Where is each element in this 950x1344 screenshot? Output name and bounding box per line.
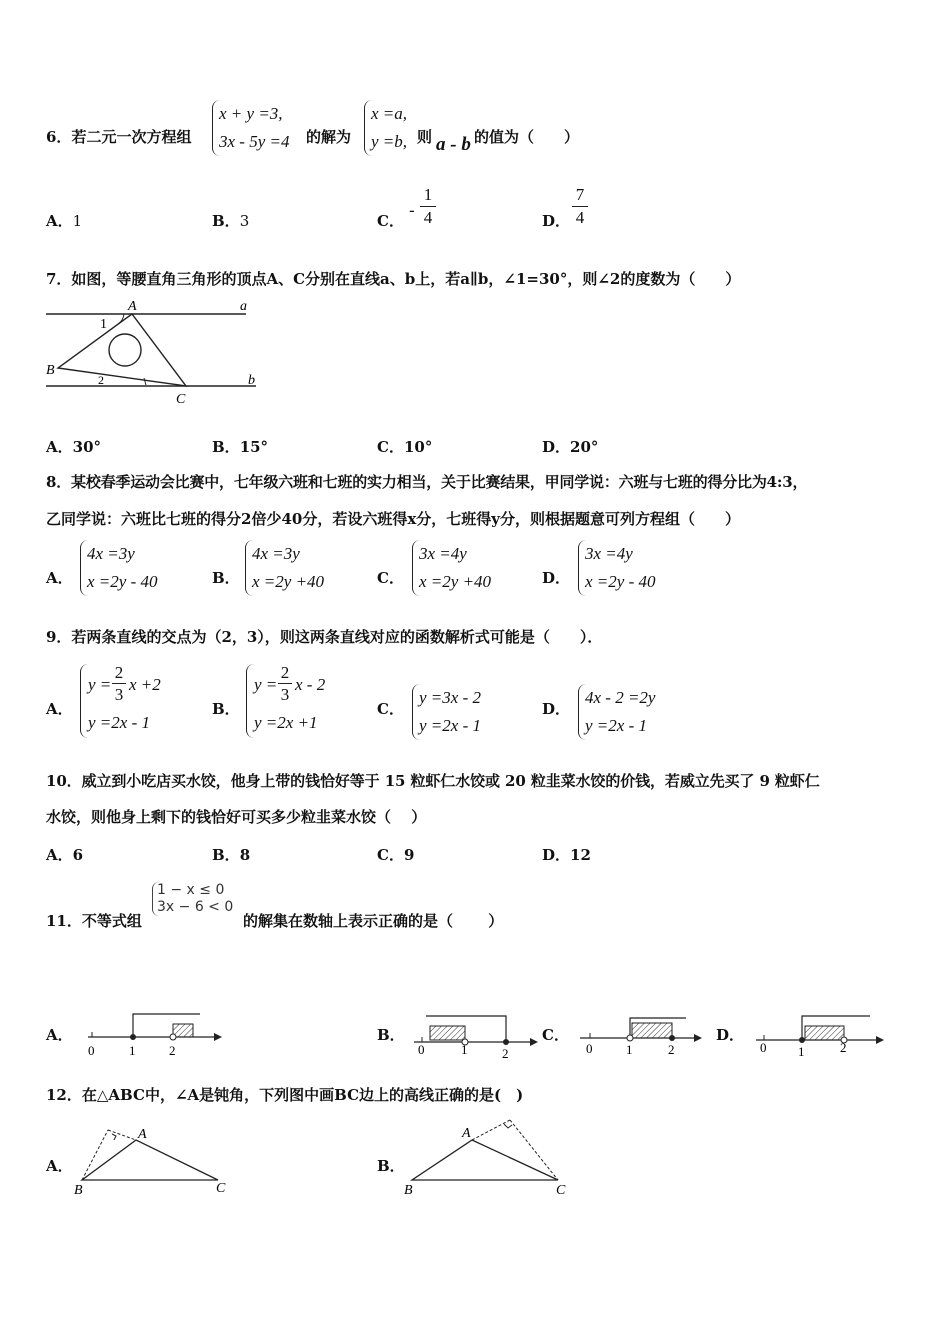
equation-1: y =3x - 2 [419,688,481,707]
fraction-denominator: 3 [280,685,290,704]
q9-option-c[interactable] [377,698,404,719]
q11-option-b-numberline [410,1012,540,1062]
q7-option-b[interactable] [212,436,268,457]
equation-2: y =2x - 1 [585,716,647,735]
option-value: 10° [403,438,433,456]
option-label: B． [212,569,240,587]
option-label: C． [377,569,404,587]
fraction-denominator: 4 [575,208,585,227]
option-label: D． [542,846,571,864]
q11-suffix: 的解集在数轴上表示正确的是（ ） [243,912,504,930]
q11-option-d-numberline [752,1012,892,1062]
q11-prefix: 11．不等式组 [46,912,142,930]
q10-stem-line1: 10．威立到小吃店买水饺，他身上带的钱恰好等于 15 粒虾仁水饺或 20 粒韭菜水饺的价钱，若威立先买了 9 粒虾仁 [46,772,820,790]
q6-sys1-eq1: x + y =3, [219,104,283,123]
equation-2: x =2y - 40 [87,572,158,591]
q11-option-b[interactable] [377,1024,405,1045]
vertex-a: A [462,1126,471,1141]
equation-1: 4x - 2 =2y [585,688,656,707]
q6-option-c[interactable] [377,210,404,231]
q7-option-a[interactable] [46,436,101,457]
fraction-numerator: 7 [572,184,588,207]
option-label: A． [46,212,73,230]
vertex-c: C [556,1183,566,1198]
q6-option-a[interactable] [46,210,82,231]
option-label: A． [46,569,73,587]
label-b-vertex: B [46,363,55,378]
inequality-2: 3x − 6 < 0 [157,899,234,915]
option-value: 9 [403,846,415,864]
option-label: A． [46,1026,73,1044]
q9-option-c-system [412,684,481,740]
q6-sys2-eq2: y =b, [371,132,408,151]
tick-2: 2 [169,1043,176,1058]
tick-1: 1 [626,1042,633,1057]
q6-sys1-eq2: 3x - 5y =4 [219,132,290,151]
tick-0: 0 [586,1041,593,1056]
option-label: C． [542,1026,569,1044]
q12-option-b-figure [400,1112,580,1202]
option-label: A． [46,438,73,456]
q11-option-d[interactable] [716,1024,744,1045]
option-label: D． [716,1026,745,1044]
tick-2: 2 [668,1042,675,1057]
q11-option-a-numberline [80,1010,220,1060]
q8-option-d-system [578,540,655,596]
q9-option-d[interactable] [542,698,570,719]
q8-stem-line1: 8．某校春季运动会比赛中，七年级六班和七班的实力相当，关于比赛结果，甲同学说：六班与七班的得分比为4:3， [46,473,808,491]
label-a-vertex: A [128,299,137,314]
q8-option-c-system [412,540,491,596]
q10-option-c[interactable] [377,844,414,865]
option-label: B． [212,438,240,456]
vertex-b: B [74,1183,83,1198]
option-label: A． [46,846,73,864]
equation-1: 4x =3y [87,544,135,563]
vertex-b: B [404,1183,413,1198]
tick-1: 1 [129,1043,136,1058]
q7-option-d[interactable] [542,436,598,457]
option-value: 8 [239,846,251,864]
option-label: D． [542,212,571,230]
option-value: 3 [239,212,250,230]
q9-b-eq1-left: y = [254,675,278,694]
q8-option-d[interactable] [542,567,570,588]
option-label: B． [377,1157,405,1175]
tick-1: 1 [461,1042,468,1057]
q6-option-c-fraction [420,184,436,229]
q9-stem: 9．若两条直线的交点为（2，3），则这两条直线对应的函数解析式可能是（ ）． [46,628,603,646]
fraction-denominator: 3 [114,685,124,704]
q6-prefix: 若二元一次方程组 [71,128,192,146]
q9-a-eq2: y =2x - 1 [88,713,150,732]
equation-2: y =2x - 1 [419,716,481,735]
q12-option-a[interactable] [46,1155,73,1176]
tick-2: 2 [502,1046,509,1061]
equation-2: x =2y +40 [252,572,325,591]
tick-0: 0 [418,1042,425,1057]
equation-2: x =2y +40 [419,572,492,591]
option-label: B． [212,846,240,864]
q6-option-d-fraction [572,184,588,229]
tick-0: 0 [88,1043,95,1058]
q9-b-eq2: y =2x +1 [254,713,318,732]
q7-stem: 7．如图，等腰直角三角形的顶点A、C分别在直线a、b上，若a∥b，∠1=30°，则∠2的度数为（ ） [46,270,741,288]
vertex-c: C [216,1181,226,1196]
fraction-denominator: 4 [423,208,433,227]
vertex-a: A [138,1127,147,1142]
option-value: 6 [72,846,84,864]
tick-2: 2 [840,1040,847,1055]
q9-a-fraction [112,662,126,705]
equation-1: 3x =4y [419,544,467,563]
option-label: D． [542,438,571,456]
label-line-a: a [240,299,247,314]
option-value: 15° [239,438,269,456]
q9-option-d-system [578,684,655,740]
q8-option-c[interactable] [377,567,404,588]
inequality-1: 1 − x ≤ 0 [157,882,225,898]
q9-b-eq1-right: x - 2 [295,675,326,694]
tick-0: 0 [760,1040,767,1055]
option-label: C． [377,846,404,864]
q9-a-eq1-left: y = [88,675,112,694]
option-label: D． [542,569,571,587]
option-label: A． [46,1157,73,1175]
q9-option-b[interactable] [212,698,240,719]
q9-option-a[interactable] [46,698,73,719]
q6-number: 6． [46,128,72,146]
q6-system1 [212,100,289,156]
q6-system2 [364,100,407,156]
equation-1: 3x =4y [585,544,633,563]
tick-1: 1 [798,1044,805,1059]
option-label: A． [46,700,73,718]
q8-option-b[interactable] [212,567,240,588]
q8-option-b-system [245,540,324,596]
q10-stem-line2: 水饺，则他身上剩下的钱恰好可买多少粒韭菜水饺（ ） [46,808,427,826]
q12-option-a-figure [70,1122,240,1202]
q7-option-c[interactable] [377,436,432,457]
option-value: 12 [570,846,591,864]
q7-figure [40,296,270,406]
q9-a-eq1-right: x +2 [129,675,161,694]
circle [109,334,141,366]
fraction-numerator: 2 [112,662,126,684]
q6-then: 则 [417,128,433,146]
option-label: C． [377,700,404,718]
option-label: C． [377,438,404,456]
option-value: 30° [72,438,102,456]
angle2-mark [144,378,146,385]
q6-option-b[interactable] [212,210,249,231]
q8-option-a-system [80,540,157,596]
label-angle1: 1 [100,317,107,332]
q6-sys2-eq1: x =a, [371,104,408,123]
triangle-abc [58,314,186,386]
label-c-vertex: C [176,392,186,407]
option-label: B． [212,700,240,718]
q11-option-c[interactable] [542,1024,569,1045]
q10-option-b[interactable] [212,844,250,865]
q6-option-d[interactable] [542,210,570,231]
equation-2: x =2y - 40 [585,572,656,591]
q6-mid: 的解为 [306,128,352,146]
q11-system [152,882,233,916]
q11-option-c-numberline [576,1012,706,1062]
option-value: 20° [570,438,599,456]
q11-option-a[interactable] [46,1024,73,1045]
option-label: C． [377,212,404,230]
label-angle2: 2 [98,373,104,387]
label-line-b: b [248,373,255,388]
option-label: D． [542,700,571,718]
option-value: 1 [72,212,83,230]
q10-option-a[interactable] [46,844,83,865]
q6-stem [46,126,191,147]
q8-option-a[interactable] [46,567,73,588]
q6-expr: a - b [436,134,471,155]
equation-1: 4x =3y [252,544,300,563]
q8-stem-line2: 乙同学说：六班比七班的得分2倍少40分，若设六班得x分，七班得y分，则根据题意可列方程组（ ） [46,510,740,528]
q9-b-fraction [278,662,292,705]
q6-option-c-sign: - [409,201,415,221]
q6-suffix: 的值为（ ） [474,128,580,146]
option-label: B． [212,212,240,230]
q12-stem: 12．在△ABC中，∠A是钝角，下列图中画BC边上的高线正确的是( ) [46,1086,524,1104]
option-label: B． [377,1026,405,1044]
q10-option-d[interactable] [542,844,591,865]
fraction-numerator: 1 [420,184,436,207]
fraction-numerator: 2 [278,662,292,684]
